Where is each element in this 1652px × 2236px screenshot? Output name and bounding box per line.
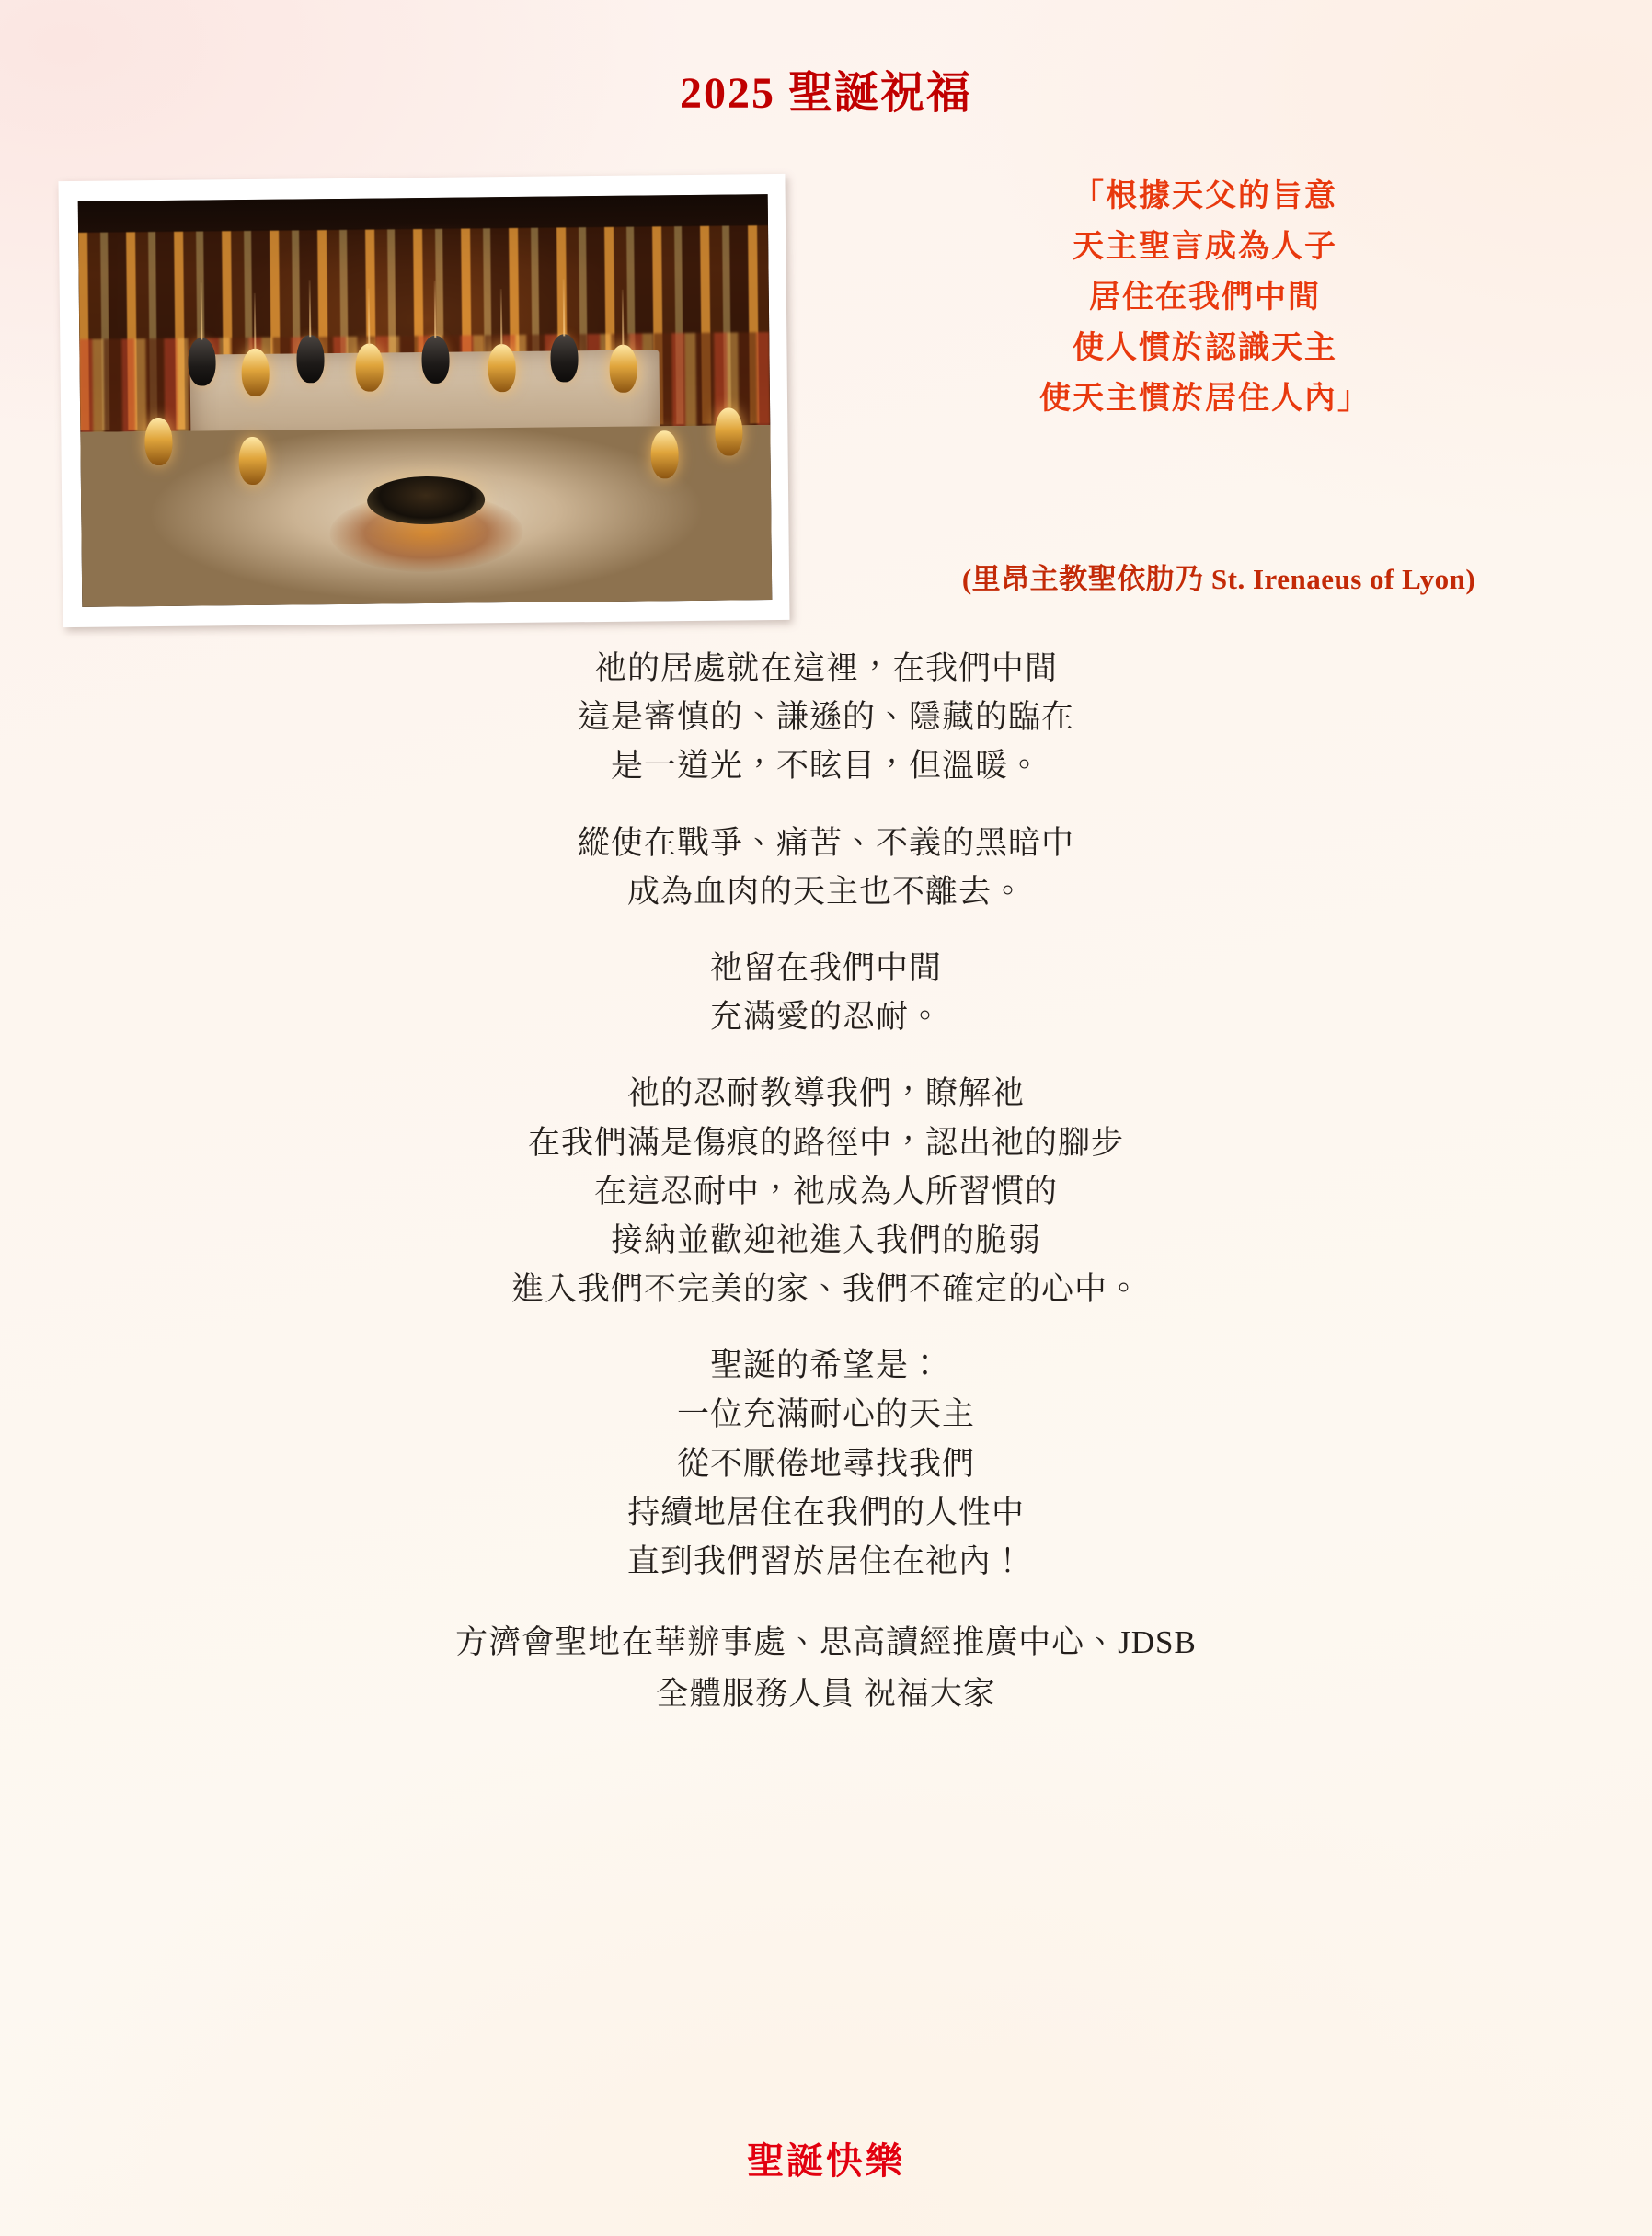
hanging-lamp-icon: [355, 343, 384, 391]
signature-block: [0, 1617, 1652, 1720]
poem-line: 這是審慎的、謙遜的、隱藏的臨在: [577, 699, 1074, 736]
quote-attribution: (里昂主教聖依肋乃 St. Irenaeus of Lyon): [961, 563, 1476, 595]
standing-lamp-icon: [238, 437, 267, 485]
footer-greeting: 聖誕快樂: [747, 2140, 905, 2183]
poem-line: 祂留在我們中間: [709, 949, 942, 986]
standing-lamp-icon: [715, 407, 743, 455]
page-title: 2025 聖誕祝福: [679, 69, 972, 118]
poem-line: 在我們滿是傷痕的路徑中，認出祂的腳步: [527, 1124, 1124, 1161]
poem-line: 持續地居住在我們的人性中: [626, 1494, 1025, 1531]
stanza: [0, 1069, 1652, 1313]
hanging-lamp-icon: [609, 345, 637, 393]
irenaeus-quote: [809, 171, 1600, 424]
hanging-lamp-icon: [421, 336, 450, 384]
poem-line: 一位充滿耐心的天主: [676, 1396, 975, 1433]
standing-lamp-icon: [144, 418, 173, 465]
quote-line: 居住在我們中間: [1089, 281, 1321, 315]
poem-line: 在這忍耐中，祂成為人所習慣的: [593, 1173, 1058, 1210]
stanza: [0, 819, 1652, 916]
nativity-grotto-photo-frame: [58, 174, 789, 627]
poem-line: 充滿愛的忍耐。: [709, 999, 942, 1036]
hanging-lamp-icon: [550, 334, 579, 382]
poem-line: 祂的居處就在這裡，在我們中間: [593, 650, 1058, 686]
poem-line: 是一道光，不眩目，但溫暖。: [610, 748, 1041, 785]
poem-line: 祂的忍耐教導我們，瞭解祂: [626, 1075, 1025, 1112]
hanging-lamp-icon: [241, 349, 270, 396]
poem-line: 接納並歡迎祂進入我們的脆弱: [610, 1221, 1041, 1258]
stanza: [0, 1341, 1652, 1586]
standing-lamp-icon: [650, 430, 679, 478]
poem-line: 直到我們習於居住在祂內！: [626, 1543, 1025, 1579]
quote-line: 使人慣於認識天主: [1073, 331, 1337, 366]
signature-line: 全體服務人員 祝福大家: [656, 1676, 996, 1713]
quote-line: 天主聖言成為人子: [1073, 230, 1337, 265]
poem-body: [0, 644, 1652, 1720]
poem-line: 從不厭倦地尋找我們: [676, 1445, 975, 1482]
hanging-lamp-icon: [188, 338, 216, 385]
poem-line: 成為血肉的天主也不離去。: [626, 873, 1025, 910]
quote-line: 「根據天父的旨意: [1073, 179, 1337, 213]
stanza: [0, 944, 1652, 1041]
signature-line: 方濟會聖地在華辦事處、思高讀經推廣中心、JDSB: [455, 1624, 1197, 1661]
poem-line: 進入我們不完美的家、我們不確定的心中。: [511, 1271, 1141, 1308]
poem-line: 縱使在戰爭、痛苦、不義的黑暗中: [577, 824, 1074, 861]
hanging-lamp-icon: [296, 335, 325, 383]
poem-line: 聖誕的希望是：: [709, 1347, 942, 1384]
nativity-grotto-photo: [78, 194, 773, 607]
quote-line: 使天主慣於居住人內」: [1039, 382, 1371, 417]
stanza: [0, 644, 1652, 791]
hanging-lamp-icon: [488, 344, 516, 392]
